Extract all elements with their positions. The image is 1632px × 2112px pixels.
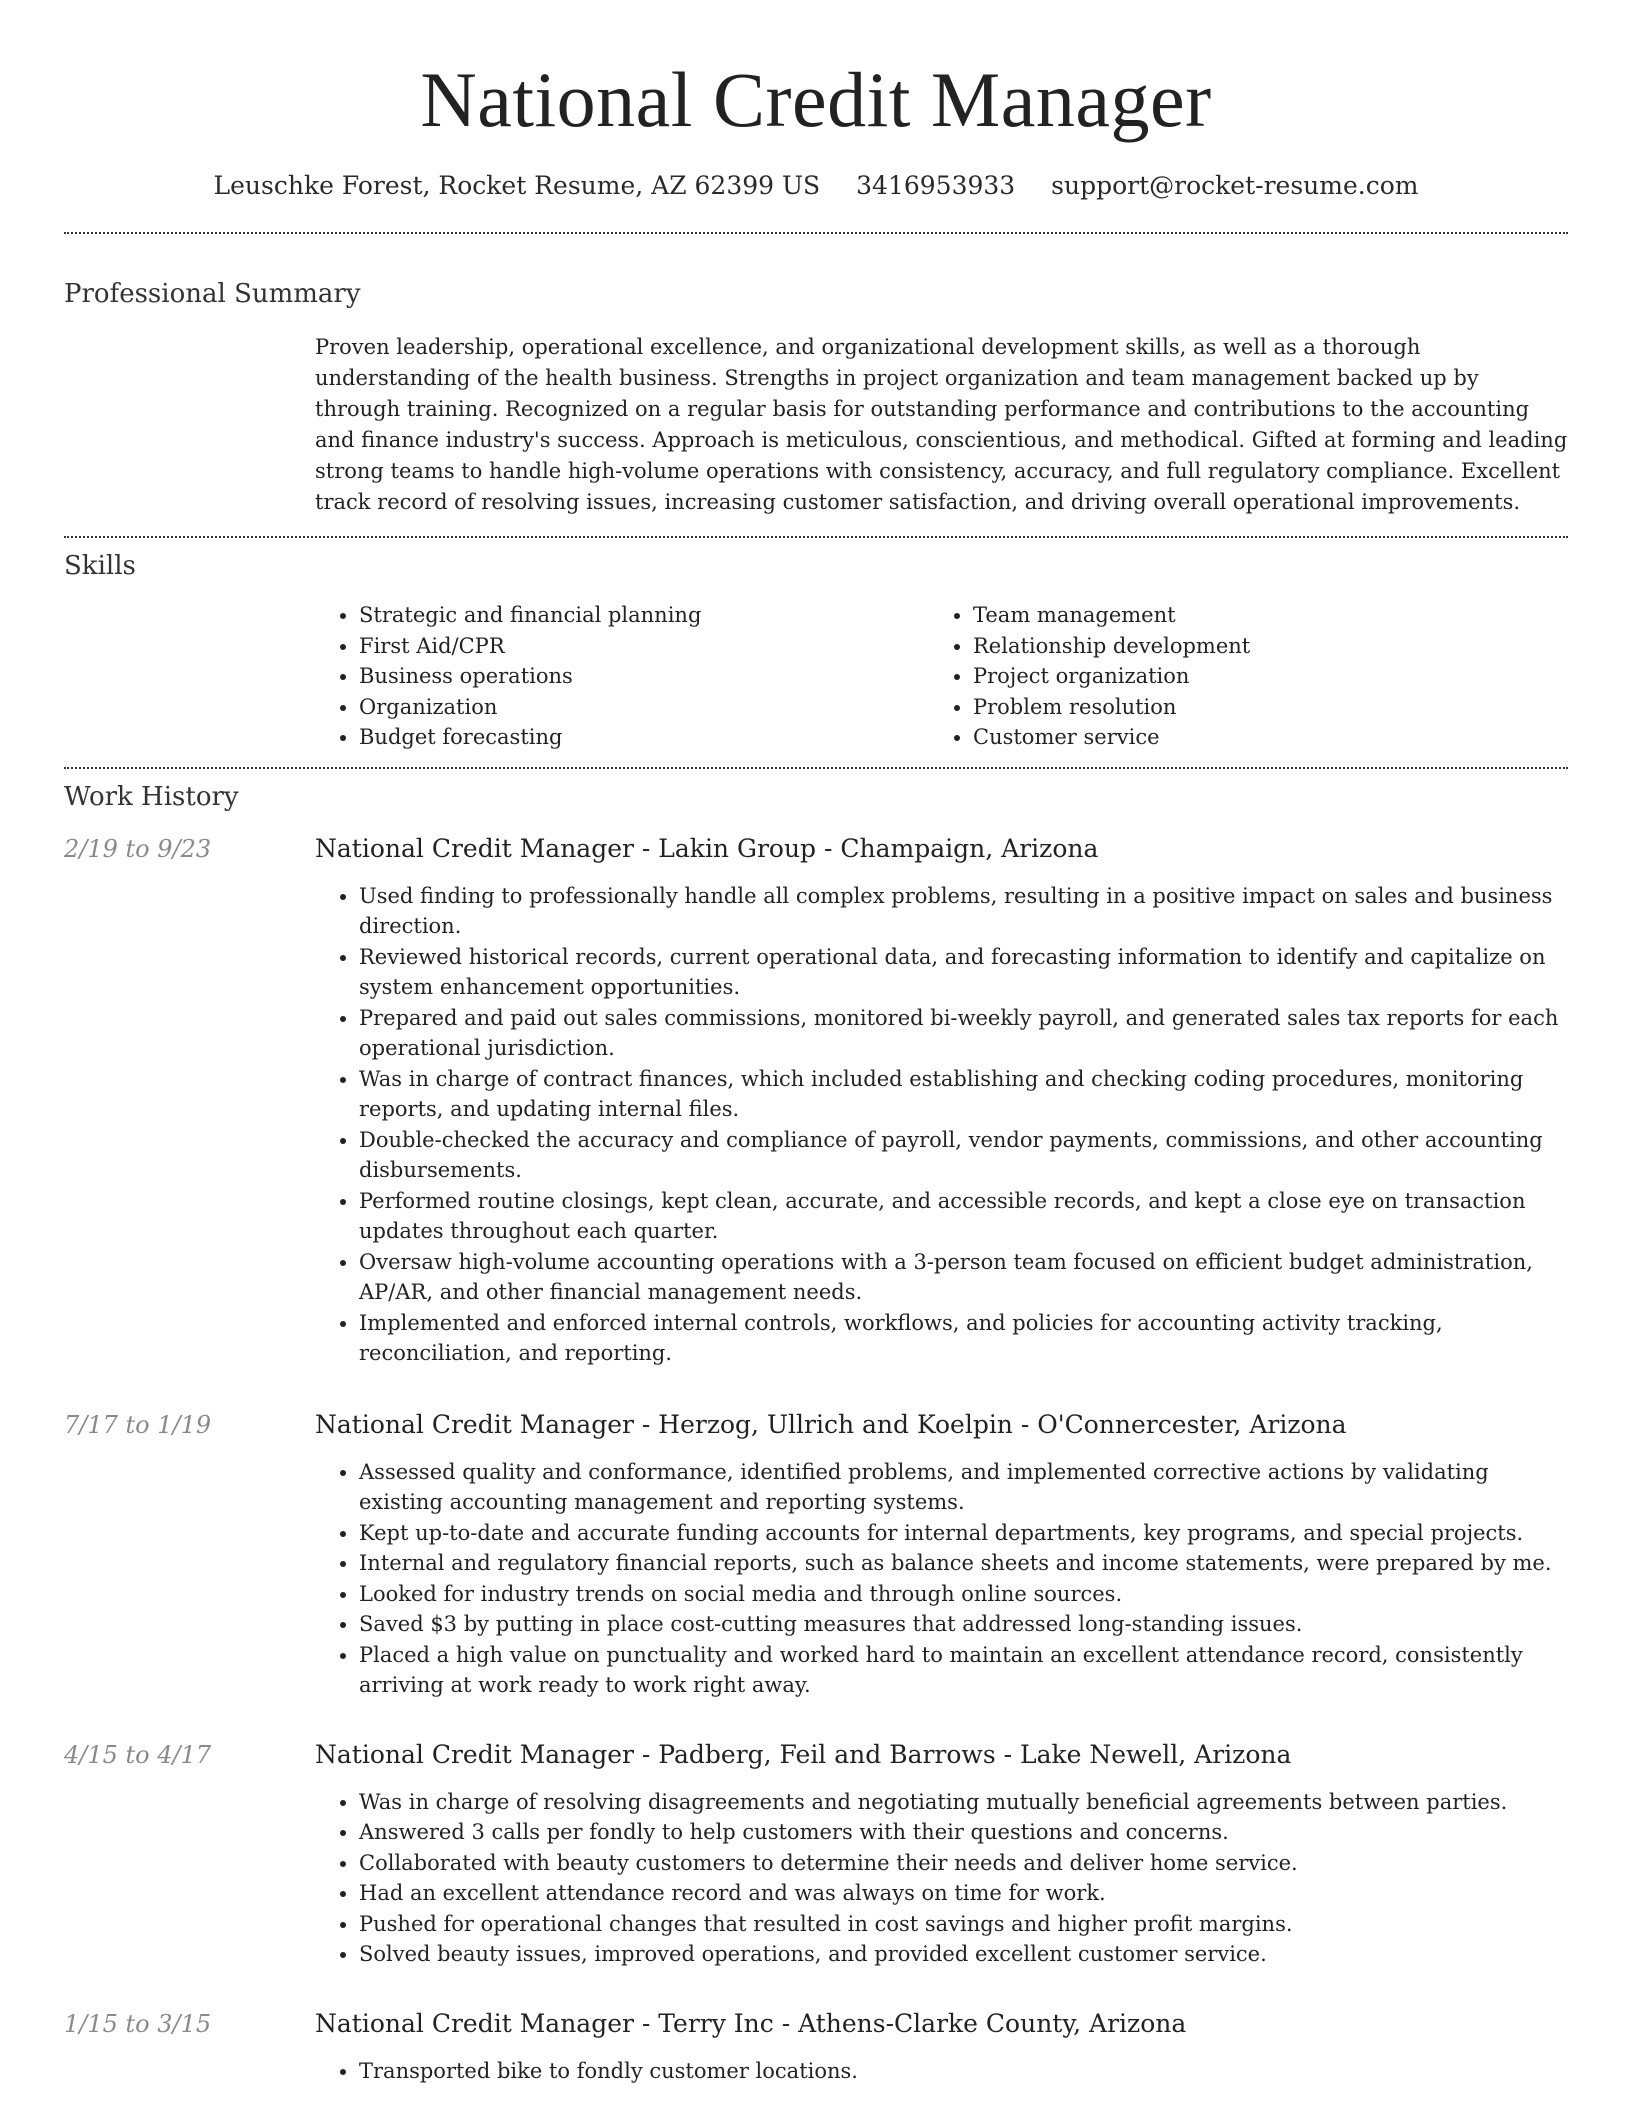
skill-item: • Team management — [973, 600, 1543, 631]
contact-phone: 3416953933 — [856, 171, 1016, 200]
job-title: National Credit Manager - Herzog, Ullrich and Koelpin - O'Connercester, Arizona — [315, 1409, 1347, 1439]
job-entry — [64, 831, 1568, 1369]
skill-item: • Organization — [359, 692, 929, 723]
job-bullet: • Pushed for operational changes that resulted in cost savings and higher profit margins. — [359, 1909, 1568, 1940]
summary-divider — [64, 536, 1568, 538]
job-bullet: • Used finding to professionally handle all complex problems, resulting in a positive impact on sales and business direction. — [359, 881, 1568, 942]
job-bullet: • Transported bike to fondly customer locations. — [359, 2056, 1568, 2087]
job-bullet: • Placed a high value on punctuality and worked hard to maintain an excellent attendance record, consistently arriving at work ready to work right away. — [359, 1640, 1568, 1701]
job-bullet: • Kept up-to-date and accurate funding accounts for internal departments, key programs, and special projects. — [359, 1518, 1568, 1549]
contact-email: support@rocket-resume.com — [1051, 171, 1419, 200]
skill-item: • Customer service — [973, 722, 1543, 753]
skill-item: • Business operations — [359, 661, 929, 692]
skill-item: • Project organization — [973, 661, 1543, 692]
skills-heading: Skills — [64, 551, 136, 581]
header-divider — [64, 232, 1568, 234]
job-body — [315, 1407, 1568, 1701]
job-bullet: • Prepared and paid out sales commissions, monitored bi-weekly payroll, and generated sales tax reports for each operational jurisdiction. — [359, 1003, 1568, 1064]
skill-item: • Budget forecasting — [359, 722, 929, 753]
job-dates: 4/15 to 4/17 — [64, 1740, 212, 1769]
job-bullet: • Oversaw high-volume accounting operations with a 3-person team focused on efficient budget administration, AP/AR, and other financial management needs. — [359, 1247, 1568, 1308]
job-title: National Credit Manager - Terry Inc - Athens-Clarke County, Arizona — [315, 2008, 1187, 2038]
skill-item: • First Aid/CPR — [359, 631, 929, 662]
job-dates: 1/15 to 3/15 — [64, 2009, 212, 2038]
job-title: National Credit Manager - Lakin Group - Champaign, Arizona — [315, 833, 1099, 863]
job-body — [315, 1737, 1568, 1970]
job-bullet: • Looked for industry trends on social media and through online sources. — [359, 1579, 1568, 1610]
job-bullet: • Assessed quality and conformance, identified problems, and implemented corrective actions by validating existing accounting management and reporting systems. — [359, 1457, 1568, 1518]
job-bullets — [315, 881, 1568, 1369]
resume-name: National Credit Manager — [420, 56, 1212, 143]
job-bullet: • Answered 3 calls per fondly to help customers with their questions and concerns. — [359, 1817, 1568, 1848]
job-bullet: • Reviewed historical records, current operational data, and forecasting information to identify and capitalize on system enhancement opportunities. — [359, 942, 1568, 1003]
job-body — [315, 831, 1568, 1369]
job-entry — [64, 1737, 1568, 1970]
job-bullet: • Had an excellent attendance record and was always on time for work. — [359, 1878, 1568, 1909]
job-bullet: • Implemented and enforced internal controls, workflows, and policies for accounting activity tracking, reconciliation, and reporting. — [359, 1308, 1568, 1369]
job-entry — [64, 2006, 1568, 2087]
job-bullets — [315, 2056, 1568, 2087]
summary-text: Proven leadership, operational excellence, and organizational development skills, as well as a thorough understanding of the health business. Strengths in project organization and team management backed up by through training. Recognized on a regular basis for outstanding performance and contributions to the accounting and finance industry's success. Approach is meticulous, conscientious, and methodical. Gifted at forming and leading strong teams to handle high-volume operations with consistency, accuracy, and full regulatory compliance. Excellent track record of resolving issues, increasing customer satisfaction, and driving overall operational improvements. — [315, 335, 1568, 514]
job-bullet: • Was in charge of contract finances, which included establishing and checking coding procedures, monitoring reports, and updating internal files. — [359, 1064, 1568, 1125]
job-bullets — [315, 1457, 1568, 1701]
skill-item: • Problem resolution — [973, 692, 1543, 723]
job-entry — [64, 1407, 1568, 1701]
skills-column-right — [929, 600, 1543, 753]
summary-heading: Professional Summary — [64, 279, 361, 309]
contact-line — [64, 168, 1568, 204]
skills-column-left — [315, 600, 929, 753]
job-bullet: • Performed routine closings, kept clean, accurate, and accessible records, and kept a close eye on transaction updates throughout each quarter. — [359, 1186, 1568, 1247]
job-bullet: • Double-checked the accuracy and compliance of payroll, vendor payments, commissions, and other accounting disbursements. — [359, 1125, 1568, 1186]
resume-page — [64, 0, 1568, 2086]
skills-list — [315, 600, 1568, 753]
job-dates: 2/19 to 9/23 — [64, 834, 212, 863]
job-dates: 7/17 to 1/19 — [64, 1410, 212, 1439]
job-bullet: • Was in charge of resolving disagreements and negotiating mutually beneficial agreements between parties. — [359, 1787, 1568, 1818]
contact-address: Leuschke Forest, Rocket Resume, AZ 62399 US — [213, 171, 821, 200]
job-bullets — [315, 1787, 1568, 1970]
work-history-heading: Work History — [64, 781, 239, 812]
job-bullet: • Solved beauty issues, improved operations, and provided excellent customer service. — [359, 1939, 1568, 1970]
skill-item: • Strategic and financial planning — [359, 600, 929, 631]
job-bullet: • Collaborated with beauty customers to determine their needs and deliver home service. — [359, 1848, 1568, 1879]
job-bullet: • Internal and regulatory financial reports, such as balance sheets and income statements, were prepared by me. — [359, 1548, 1568, 1579]
skill-item: • Relationship development — [973, 631, 1543, 662]
job-body — [315, 2006, 1568, 2087]
job-title: National Credit Manager - Padberg, Feil and Barrows - Lake Newell, Arizona — [315, 1739, 1292, 1769]
job-bullet: • Saved $3 by putting in place cost-cutting measures that addressed long-standing issues. — [359, 1609, 1568, 1640]
skills-divider — [64, 767, 1568, 769]
